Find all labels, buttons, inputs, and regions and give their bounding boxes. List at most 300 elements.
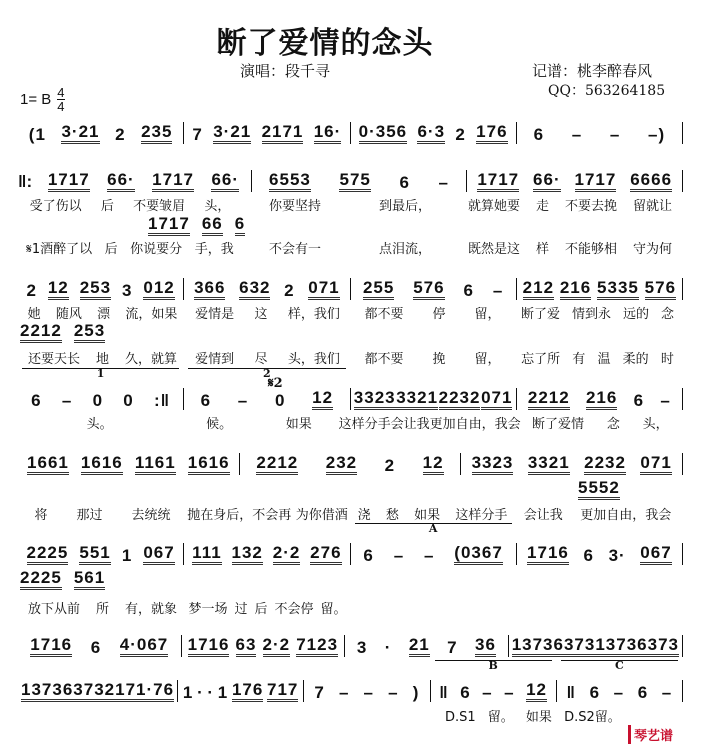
note-group: 2 bbox=[115, 125, 126, 144]
note-group: 7 bbox=[447, 638, 458, 657]
lyric-word: 这 bbox=[254, 307, 268, 322]
lyric-word: 手，我 bbox=[194, 242, 234, 257]
lyric-segment bbox=[20, 348, 185, 367]
note-group: 632 bbox=[239, 278, 270, 300]
note-group: 6·3 bbox=[417, 122, 445, 144]
lyric-segment bbox=[460, 238, 680, 257]
lyric-word: 都不要 bbox=[364, 307, 404, 322]
singer-credit: 演唱：段千寻 bbox=[240, 62, 331, 80]
lyric-word: 为你借酒 bbox=[295, 508, 348, 523]
alt-note-group: 2225 bbox=[20, 568, 62, 590]
lyric-segment bbox=[20, 598, 185, 617]
lyrics-l6 bbox=[20, 598, 680, 617]
note-group: 6553 bbox=[269, 170, 311, 192]
note-group: (0367 bbox=[454, 543, 502, 565]
note-group: 12 bbox=[526, 680, 547, 702]
note-group: 1·76 bbox=[136, 680, 174, 702]
lyric-word: 放下从前 bbox=[27, 602, 80, 617]
measure bbox=[517, 122, 683, 144]
note-group: 576 bbox=[645, 278, 676, 300]
note-group: · bbox=[197, 683, 204, 702]
lyric-word: 到最后， bbox=[378, 199, 431, 214]
lyric-segment bbox=[350, 303, 515, 322]
note-group: – bbox=[609, 125, 621, 144]
lyric-word: 留， bbox=[474, 352, 501, 367]
volta-label: B bbox=[435, 660, 552, 671]
lyric-word: 头， bbox=[642, 417, 669, 432]
lyric-word: 这样分手 bbox=[455, 508, 508, 523]
score-line bbox=[18, 633, 683, 657]
note-group: 111 bbox=[192, 543, 222, 565]
alt-notes-l2 bbox=[148, 214, 245, 236]
measure bbox=[467, 170, 683, 192]
lyric-word: 后 bbox=[104, 242, 118, 257]
lyric-segment bbox=[515, 303, 680, 322]
note-group: 16· bbox=[314, 122, 342, 144]
measure bbox=[351, 278, 517, 300]
lyric-segment bbox=[20, 238, 240, 257]
note-group: 4·067 bbox=[120, 635, 168, 657]
lyric-word: 受了伤以 bbox=[29, 199, 82, 214]
measure bbox=[304, 680, 430, 702]
lyrics-l3b bbox=[20, 348, 680, 367]
note-group: – bbox=[393, 546, 405, 565]
measure bbox=[18, 635, 182, 657]
lyric-segment bbox=[350, 504, 515, 523]
lyric-word: 时 bbox=[660, 352, 674, 367]
time-bottom: 4 bbox=[57, 99, 65, 114]
lyric-word: 尽 bbox=[254, 352, 268, 367]
note-group: 253 bbox=[80, 278, 111, 300]
lyric-word: 候。 bbox=[206, 417, 233, 432]
note-group: – bbox=[504, 683, 515, 702]
lyric-segment bbox=[350, 348, 515, 367]
lyric-word: 会让我 bbox=[523, 508, 563, 523]
lyric-word: 抛在身后，不会再 bbox=[187, 508, 292, 523]
lyric-word: 还要天长 bbox=[27, 352, 80, 367]
lyric-word: 梦一场 bbox=[188, 602, 228, 617]
note-group: – bbox=[571, 125, 583, 144]
note-group: 1717 bbox=[152, 170, 194, 192]
note-group: 176 bbox=[232, 680, 263, 702]
lyric-word: 都不要 bbox=[364, 352, 404, 367]
alt-note-group: 5552 bbox=[578, 478, 620, 500]
note-group: 216 bbox=[560, 278, 591, 300]
note-group: 1661 bbox=[27, 453, 69, 475]
note-group: 12 bbox=[423, 453, 444, 475]
note-group: 3321 bbox=[396, 388, 438, 410]
note-group: 217 bbox=[105, 680, 136, 702]
lyric-word: 温 bbox=[597, 352, 611, 367]
note-group: 2171 bbox=[262, 122, 304, 144]
measure bbox=[18, 122, 184, 144]
measure bbox=[345, 635, 509, 657]
note-group: 366 bbox=[194, 278, 225, 300]
measure bbox=[18, 367, 184, 410]
score-line bbox=[18, 367, 683, 410]
note-group: 1716 bbox=[527, 543, 569, 565]
lyric-word: 流，如果 bbox=[125, 307, 178, 322]
lyric-word: 将 bbox=[34, 508, 48, 523]
note-group: 1373 bbox=[512, 635, 554, 657]
lyric-word: 久，就算 bbox=[124, 352, 177, 367]
lyric-word: 爱情到 bbox=[195, 352, 235, 367]
lyric-segment bbox=[20, 303, 185, 322]
measure bbox=[557, 659, 683, 702]
score-line bbox=[18, 120, 683, 144]
note-group: 6 bbox=[399, 173, 410, 192]
note-group: 6373 bbox=[63, 680, 105, 702]
lyric-word: 这样分手 bbox=[338, 417, 391, 432]
alt-note-group: 66 bbox=[202, 214, 223, 236]
lyric-word: 头， bbox=[204, 199, 231, 214]
note-group: 6 bbox=[589, 683, 601, 702]
note-group: 2225 bbox=[27, 543, 69, 565]
site-logo: 琴艺谱 bbox=[628, 725, 673, 744]
qq-contact: QQ：563264185 bbox=[548, 83, 666, 99]
lyrics-l2b bbox=[20, 238, 680, 257]
lyric-word: 她 bbox=[27, 307, 41, 322]
note-group: – bbox=[661, 683, 673, 702]
note-group: 6 bbox=[637, 683, 649, 702]
note-group: 6 bbox=[583, 546, 594, 565]
note-group: 1616 bbox=[188, 453, 230, 475]
note-group: 067 bbox=[143, 543, 174, 565]
lyric-word: 点泪流， bbox=[378, 242, 431, 257]
volta-label: A bbox=[355, 523, 512, 534]
note-group: 36 bbox=[475, 635, 496, 657]
note-group: 3· bbox=[608, 546, 626, 565]
measure bbox=[509, 635, 683, 657]
measure bbox=[182, 635, 346, 657]
note-group: – bbox=[660, 391, 671, 410]
note-group: (1 bbox=[28, 125, 46, 144]
note-group: – bbox=[492, 281, 504, 300]
lyric-word: 留， bbox=[474, 307, 501, 322]
note-group: 66· bbox=[211, 170, 239, 192]
lyric-word: 就算她要 bbox=[467, 199, 520, 214]
alt-note-group: 2212 bbox=[20, 321, 62, 343]
note-group: 1716 bbox=[188, 635, 230, 657]
note-group: 7 bbox=[192, 125, 203, 144]
lyric-word: 不能够相 bbox=[564, 242, 617, 257]
note-group: 1373 bbox=[595, 635, 637, 657]
measure bbox=[240, 453, 462, 475]
note-group: :‖ bbox=[154, 391, 171, 410]
note-group: – bbox=[363, 683, 375, 702]
alt-note-group: 6 bbox=[235, 214, 245, 236]
lyric-word: 念 bbox=[660, 307, 674, 322]
lyric-segment bbox=[20, 504, 185, 523]
note-group: – bbox=[438, 173, 450, 192]
measure bbox=[184, 367, 350, 410]
lyric-segment bbox=[20, 413, 179, 432]
note-group: 2·2 bbox=[263, 635, 291, 657]
note-group: 6373 bbox=[637, 635, 679, 657]
note-group: 212 bbox=[523, 278, 554, 300]
lyric-word: 浇 bbox=[357, 508, 371, 523]
alt-notes-l6 bbox=[20, 568, 105, 590]
note-group: 1717 bbox=[575, 170, 617, 192]
note-group: 1 bbox=[182, 683, 194, 702]
lyric-segment bbox=[515, 348, 680, 367]
note-group: 7123 bbox=[296, 635, 338, 657]
lyric-word: 后 bbox=[254, 602, 268, 617]
lyric-word: 更加自由，我会 bbox=[429, 417, 521, 432]
lyric-segment bbox=[339, 413, 521, 432]
time-signature bbox=[57, 86, 64, 113]
note-group: 2 bbox=[455, 125, 466, 144]
song-title: 断了爱情的念头 bbox=[216, 26, 434, 61]
lyric-word: 地 bbox=[95, 352, 109, 367]
measure bbox=[431, 659, 557, 702]
note-group: 6 bbox=[463, 281, 474, 300]
measure bbox=[18, 543, 184, 565]
measure bbox=[18, 680, 178, 702]
lyric-word: 断了爱 bbox=[520, 307, 560, 322]
note-group: 1717 bbox=[477, 170, 519, 192]
key-signature bbox=[20, 86, 65, 113]
alt-note-group: 253 bbox=[74, 321, 105, 343]
note-group: 21 bbox=[409, 635, 430, 657]
note-group: 216 bbox=[586, 388, 617, 410]
note-group: 12 bbox=[48, 278, 69, 300]
note-group: – bbox=[388, 683, 399, 702]
lyric-word: 头，我们 bbox=[287, 352, 340, 367]
measure bbox=[252, 170, 468, 192]
note-group: · bbox=[384, 638, 392, 657]
note-group: 0 bbox=[123, 391, 134, 410]
lyric-segment bbox=[185, 348, 350, 367]
note-group: 12 bbox=[312, 388, 333, 410]
lyric-word: 如果 bbox=[285, 417, 312, 432]
lyric-word: 挽 bbox=[432, 352, 446, 367]
note-group: 2232 bbox=[584, 453, 626, 475]
note-group: 0 bbox=[274, 391, 286, 410]
lyric-word: 你说要分 bbox=[130, 242, 183, 257]
lyric-segment bbox=[521, 413, 680, 432]
note-group: 2232 bbox=[439, 388, 481, 410]
dal-segno-text: D.S1 留。 如果 D.S2留。 bbox=[445, 710, 621, 725]
volta-label: 2 bbox=[188, 368, 345, 379]
note-group: 7 bbox=[314, 683, 325, 702]
lyric-word: 忘了所 bbox=[521, 352, 561, 367]
note-group: 2212 bbox=[528, 388, 570, 410]
note-group: 66· bbox=[533, 170, 561, 192]
note-group: 235 bbox=[141, 122, 172, 144]
measure bbox=[517, 388, 683, 410]
measure bbox=[184, 278, 350, 300]
note-group: 1616 bbox=[81, 453, 123, 475]
alt-notes-l5 bbox=[578, 478, 620, 500]
lyrics-l4 bbox=[20, 413, 680, 432]
lyric-word: 过 bbox=[234, 602, 248, 617]
alt-note-group: 561 bbox=[74, 568, 105, 590]
lyric-word: 样，我们 bbox=[287, 307, 340, 322]
repeat-start: ‖: bbox=[18, 172, 33, 191]
note-group: – bbox=[61, 391, 73, 410]
measure bbox=[351, 122, 517, 144]
measure bbox=[184, 122, 350, 144]
note-group: 0·356 bbox=[359, 122, 407, 144]
note-group: 0 bbox=[92, 391, 104, 410]
lyric-segment bbox=[185, 303, 350, 322]
note-group: 067 bbox=[640, 543, 671, 565]
note-group: – bbox=[613, 683, 625, 702]
lyric-word: 会让我 bbox=[390, 417, 430, 432]
lyric-word: 不会停 bbox=[274, 602, 314, 617]
note-group: – bbox=[482, 683, 493, 702]
note-group: 1716 bbox=[30, 635, 72, 657]
measure bbox=[351, 388, 517, 410]
note-group: 012 bbox=[143, 278, 174, 300]
transcriber-credit: 记谱：桃李醉春风 bbox=[532, 62, 653, 80]
lyric-segment bbox=[179, 413, 338, 432]
lyric-word: 你要坚持 bbox=[268, 199, 321, 214]
measure bbox=[178, 680, 304, 702]
note-group: 071 bbox=[481, 388, 512, 410]
note-group: – bbox=[424, 546, 435, 565]
lyric-word: 停 bbox=[432, 307, 446, 322]
note-group: – bbox=[237, 391, 249, 410]
measure bbox=[36, 170, 252, 192]
lyric-word: 既然是这 bbox=[467, 242, 520, 257]
lyric-segment bbox=[515, 504, 680, 523]
note-group: 3 bbox=[121, 281, 133, 300]
note-group: 2·2 bbox=[273, 543, 301, 565]
lyric-word: 留就让 bbox=[632, 199, 672, 214]
note-group: 63 bbox=[236, 635, 257, 657]
lyric-word: 愁 bbox=[385, 508, 399, 523]
lyric-segment bbox=[240, 195, 460, 214]
note-group: 3321 bbox=[528, 453, 570, 475]
lyric-word: 所 bbox=[95, 602, 109, 617]
note-group: 3·21 bbox=[61, 122, 99, 144]
lyric-word: 守为何 bbox=[632, 242, 672, 257]
score-line bbox=[18, 659, 683, 702]
score-line bbox=[18, 451, 683, 475]
lyric-word: 走 bbox=[535, 199, 549, 214]
note-group: 1717 bbox=[48, 170, 90, 192]
lyric-word: 爱情是 bbox=[195, 307, 235, 322]
lyric-word: 情到永 bbox=[571, 307, 611, 322]
volta-label: 1 bbox=[22, 368, 179, 379]
lyric-word: 𝄋1酒醉了以 bbox=[26, 242, 93, 257]
note-group: 3·21 bbox=[213, 122, 251, 144]
lyric-segment bbox=[185, 504, 350, 523]
lyric-word: 漂 bbox=[97, 307, 111, 322]
note-group: · bbox=[207, 683, 215, 702]
lyrics-l3a bbox=[20, 303, 680, 322]
note-group: 66· bbox=[107, 170, 135, 192]
score-line bbox=[18, 522, 683, 565]
note-group: ) bbox=[412, 683, 420, 702]
lyric-word: 如果 bbox=[414, 508, 441, 523]
note-group: 3323 bbox=[472, 453, 514, 475]
note-group: 2 bbox=[284, 281, 295, 300]
measure bbox=[351, 522, 517, 565]
lyric-word: 后 bbox=[100, 199, 114, 214]
lyric-word: 不会有一 bbox=[268, 242, 321, 257]
measure bbox=[517, 543, 683, 565]
lyric-word: 那过 bbox=[76, 508, 103, 523]
lyric-word: 留。 bbox=[320, 602, 347, 617]
lyric-word: 有，就象 bbox=[124, 602, 177, 617]
note-group: 5335 bbox=[597, 278, 639, 300]
lyric-word: 更加自由，我会 bbox=[580, 508, 672, 523]
note-group: 576 bbox=[413, 278, 444, 300]
note-group: 551 bbox=[79, 543, 110, 565]
note-group: 6 bbox=[363, 546, 374, 565]
lyric-word: 不要皱眉 bbox=[133, 199, 186, 214]
note-group: ‖ bbox=[566, 683, 577, 702]
note-group: 6 bbox=[460, 683, 471, 702]
lyrics-l5 bbox=[20, 504, 680, 523]
note-group: 232 bbox=[326, 453, 357, 475]
lyric-word: 样 bbox=[535, 242, 549, 257]
lyric-segment bbox=[185, 598, 350, 617]
note-group: – bbox=[338, 683, 350, 702]
note-group: 132 bbox=[232, 543, 263, 565]
note-group: 071 bbox=[640, 453, 671, 475]
note-group: 2 bbox=[384, 456, 396, 475]
score-line bbox=[18, 168, 683, 192]
note-group: 255 bbox=[363, 278, 394, 300]
segno-2: 𝄋2 bbox=[268, 376, 283, 391]
score-line bbox=[18, 276, 683, 300]
lyric-word: 不要去挽 bbox=[564, 199, 617, 214]
note-group: 1161 bbox=[135, 453, 176, 475]
note-group: 1 bbox=[121, 546, 133, 565]
note-group: 1 bbox=[217, 683, 229, 702]
lyric-segment bbox=[460, 195, 680, 214]
lyric-word: 随风 bbox=[55, 307, 82, 322]
note-group: 2212 bbox=[256, 453, 298, 475]
note-group: 3323 bbox=[354, 388, 396, 410]
time-top: 4 bbox=[57, 85, 65, 100]
lyric-word: 念 bbox=[606, 417, 620, 432]
note-group: –) bbox=[648, 125, 666, 144]
lyric-word: 去统统 bbox=[131, 508, 171, 523]
note-group: 176 bbox=[476, 122, 507, 144]
note-group: 071 bbox=[308, 278, 339, 300]
alt-notes-l3 bbox=[20, 321, 105, 343]
note-group: 6666 bbox=[630, 170, 672, 192]
lyric-segment bbox=[350, 598, 515, 617]
measure bbox=[461, 453, 683, 475]
key-label: 1= B bbox=[20, 91, 52, 108]
measure bbox=[184, 543, 350, 565]
lyric-word: 有 bbox=[572, 352, 586, 367]
note-group: ‖ bbox=[439, 683, 449, 702]
lyrics-l2a bbox=[20, 195, 680, 214]
lyric-word: 远的 bbox=[622, 307, 649, 322]
note-group: 6373 bbox=[554, 635, 596, 657]
note-group: 2 bbox=[26, 281, 37, 300]
lyric-segment bbox=[20, 195, 240, 214]
note-group: 3 bbox=[356, 638, 368, 657]
note-group: 1373 bbox=[21, 680, 63, 702]
note-group: 6 bbox=[31, 391, 42, 410]
lyric-word: 断了爱情 bbox=[532, 417, 585, 432]
volta-label: C bbox=[561, 660, 678, 671]
note-group: 575 bbox=[339, 170, 370, 192]
note-group: 6 bbox=[90, 638, 102, 657]
measure bbox=[517, 278, 683, 300]
lyric-segment bbox=[515, 598, 680, 617]
lyric-word: 头。 bbox=[86, 417, 113, 432]
note-group: 276 bbox=[310, 543, 341, 565]
